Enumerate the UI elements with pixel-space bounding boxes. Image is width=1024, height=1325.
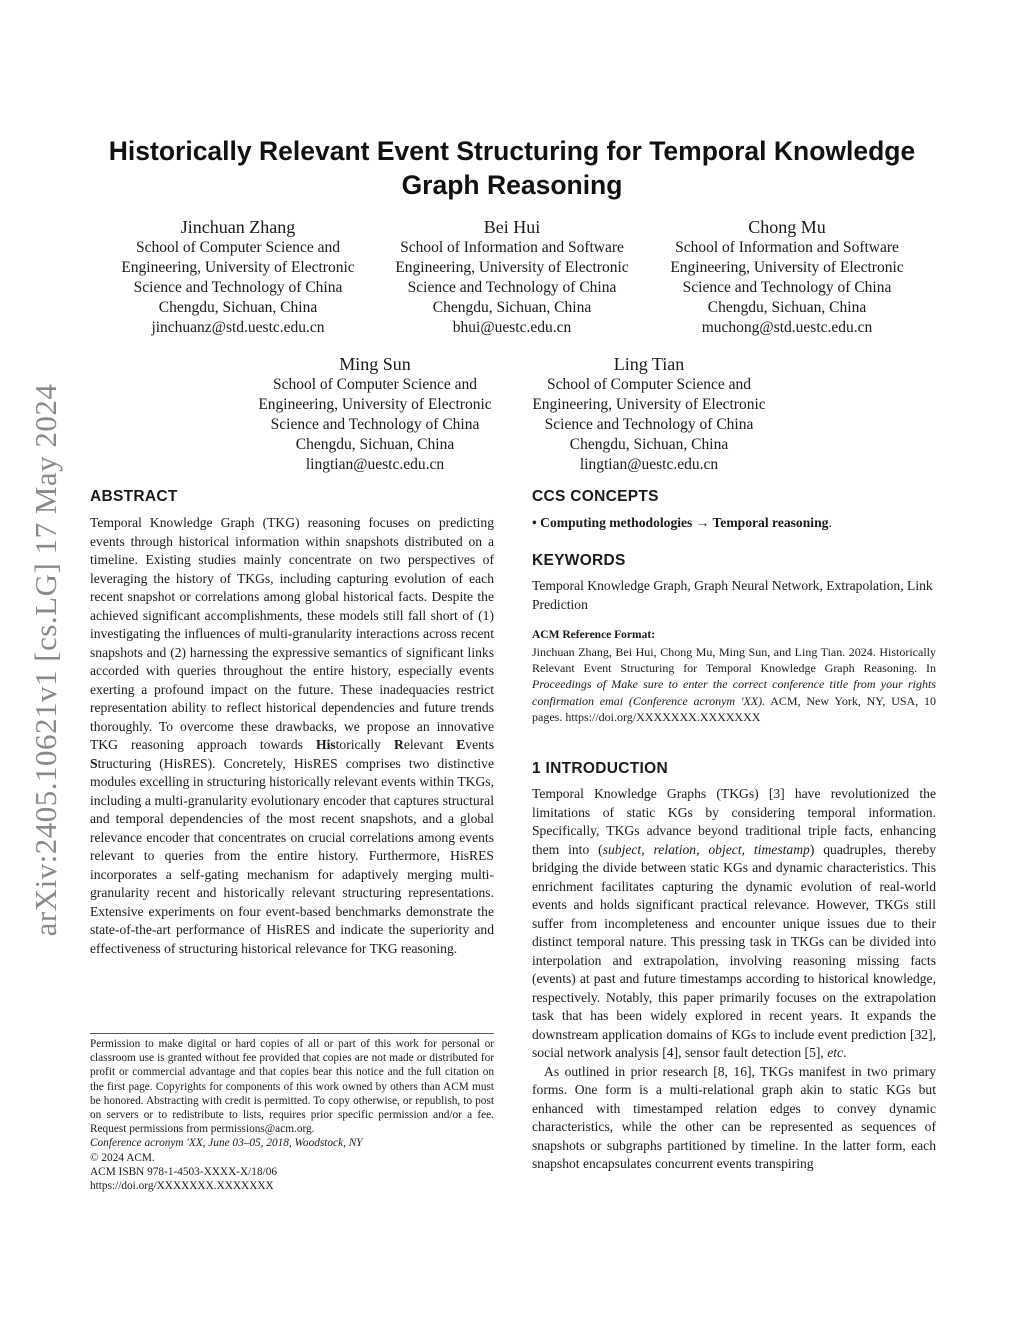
arxiv-sidebar-stamp [24, 345, 68, 975]
intro-paragraph-1 [532, 785, 936, 1063]
author-affiliation-line: School of Information and Software [400, 239, 624, 256]
acm-ref-publisher: ACM, New York, NY, USA, 10 pages. https://doi.org/XXXXXXX.XXXXXXX [532, 693, 936, 724]
ccs-bullet: • Computing methodologies → Temporal reasoning [532, 515, 829, 530]
intro-text-part: . [843, 1045, 847, 1060]
author-block-1 [98, 216, 378, 338]
abstract-heading: ABSTRACT [90, 488, 178, 505]
author-affiliation-line: Chengdu, Sichuan, China [295, 436, 455, 453]
acronym-rest: elevant [403, 737, 457, 752]
author-affiliation-line: Chengdu, Sichuan, China [569, 436, 729, 453]
abstract-text-part: Concretely, HisRES comprises two distinctive modules excelling in structuring historically relevant events within TKGs, including a multi-granularity evolutionary encoder that captures structural and temporal dependencies of the most recent snapshots, and a global relevance encoder that concentrates on crucial correlations among events relevant to queries from the entire history. Furthermore, HisRES incorporates a self-gating mechanism for adaptively merging multi-granularity recent and historically relevant structuring representations. Extensive experiments on four event-based benchmarks demonstrate the state-of-the-art performance of HisRES and indicate the superiority and effectiveness of structuring historical relevance for TKG reasoning. [90, 755, 495, 956]
permission-notice: Permission to make digital or hard copies of all or part of this work for personal or classroom use is granted without fee provided that copies are not made or distributed for profit or commercial advantage and that copies bear this notice and the full citation on the first page. Copyrights for components of this work owned by others than ACM must be honored. Abstracting with credit is permitted. To copy otherwise, or republish, to post on servers or to redistribute to lists, requires prior specific permission and/or a fee. Request permissions from permissions@acm.org. [90, 1038, 494, 1136]
arxiv-stamp-text: arXiv:2405.10621v1 [cs.LG] 17 May 2024 [28, 383, 63, 937]
ccs-end: . [828, 515, 832, 530]
keywords-text: Temporal Knowledge Graph, Graph Neural Network, Extrapolation, Link Prediction [532, 578, 933, 612]
copyright-line: © 2024 ACM. [90, 1151, 155, 1164]
acm-reference-label: ACM Reference Format: [532, 629, 656, 641]
introduction-heading: 1 INTRODUCTION [532, 760, 668, 777]
author-block-2 [372, 216, 652, 338]
author-affiliation-line: School of Computer Science and [272, 376, 478, 393]
ccs-heading: CCS CONCEPTS [532, 488, 659, 505]
author-block-4 [235, 353, 515, 475]
author-affiliation-line: Engineering, University of Electronic [395, 259, 629, 276]
author-name: Jinchuan Zhang [180, 217, 296, 237]
author-affiliation-line: Science and Technology of China [133, 279, 343, 296]
etc-text: etc [827, 1045, 844, 1060]
acronym-letter: R [394, 737, 404, 752]
author-email: lingtian@uestc.edu.cn [305, 456, 445, 473]
author-name: Ming Sun [339, 354, 411, 374]
acm-reference-text [532, 644, 936, 725]
author-email: muchong@std.uestc.edu.cn [701, 319, 873, 336]
intro-text-part: ) quadruples, thereby bridging the divide between static KGs and dynamic characteristics. This enrichment facilitates capturing the dynamic evolution of real-world events and holds significant practical relevance. However, TKGs still suffer from incompleteness and encounter unique issues due to their distinct temporal nature. This pressing task in TKGs can be divided into interpolation and extrapolation, involving reasoning missing facts (events) at past and future timestamps according to historical knowledge, respectively. Notably, this paper primarily focuses on the extrapolation task that has been widely explored in recent years. It expands the downstream application domains of KGs to include event prediction [32], social network analysis [4], sensor fault detection [5], [532, 841, 936, 1060]
author-affiliation-line: Engineering, University of Electronic [121, 259, 355, 276]
author-affiliation-line: Science and Technology of China [682, 279, 892, 296]
acronym-rest: tructuring (HisRES). [97, 755, 224, 771]
abstract-text [90, 514, 494, 958]
intro-text-part: Temporal Knowledge Graphs (TKGs) [3] have revolutionized the limitations of static KGs by considering temporal information. Specifically, TKGs advance beyond traditional triple facts, enhancing them into ( [532, 786, 936, 857]
acronym-letter: S [90, 755, 98, 771]
author-affiliation-line: Science and Technology of China [544, 416, 754, 433]
abstract-section [90, 488, 494, 958]
author-name: Bei Hui [483, 217, 541, 237]
author-affiliation-line: Engineering, University of Electronic [670, 259, 904, 276]
author-affiliation-line: Chengdu, Sichuan, China [158, 299, 318, 316]
acronym-letter: His [316, 737, 336, 752]
author-name: Ling Tian [613, 354, 685, 374]
author-email: lingtian@uestc.edu.cn [579, 456, 719, 473]
conference-line: Conference acronym 'XX, June 03–05, 2018, Woodstock, NY [90, 1137, 363, 1150]
ccs-section [532, 488, 936, 533]
author-affiliation-line: Engineering, University of Electronic [258, 396, 492, 413]
author-email: bhui@uestc.edu.cn [452, 319, 572, 336]
footnote-block [90, 1037, 494, 1193]
author-block-5 [509, 353, 789, 475]
keywords-section [532, 552, 936, 614]
author-block-3 [647, 216, 927, 338]
paper-title: Historically Relevant Event Structuring for Temporal Knowledge Graph Reasoning [108, 136, 916, 200]
keywords-heading: KEYWORDS [532, 552, 626, 569]
author-affiliation-line: School of Computer Science and [546, 376, 752, 393]
footnote-rule [90, 1033, 494, 1034]
author-affiliation-line: Engineering, University of Electronic [532, 396, 766, 413]
introduction-section [532, 760, 936, 1174]
abstract-text-part: Temporal Knowledge Graph (TKG) reasoning focuses on predicting events through historical information within snapshots distributed on a timeline. Existing studies mainly concentrate on two perspectives of leveraging the history of TKGs, including capturing evolution of each recent snapshot or correlations among global historical facts. Despite the achieved significant accomplishments, these models still fall short of (1) investigating the influences of multi-granularity interactions across recent snapshots and (2) harnessing the expressive semantics of significant links accorded with queries throughout the entire history, especially events exerting a profound impact on the future. These inadequacies restrict representation ability to reflect historical dependencies and future trends thoroughly. To overcome these drawbacks, we propose an innovative TKG reasoning approach towards [90, 515, 494, 752]
author-affiliation-line: Chengdu, Sichuan, China [707, 299, 867, 316]
author-affiliation-line: Science and Technology of China [407, 279, 617, 296]
ccs-concepts [532, 514, 936, 533]
author-email: jinchuanz@std.uestc.edu.cn [151, 319, 325, 336]
acm-ref-proceedings: Proceedings of Make sure to enter the correct conference title from your rights confirmation emai (Conference acronym 'XX). [532, 677, 936, 708]
isbn-line: ACM ISBN 978-1-4503-XXXX-X/18/06 [90, 1165, 278, 1178]
acronym-rest: torically [335, 737, 395, 752]
acronym-rest: vents [465, 737, 494, 752]
author-affiliation-line: Science and Technology of China [270, 416, 480, 433]
author-name: Chong Mu [748, 217, 826, 237]
intro-paragraph-2: As outlined in prior research [8, 16], TKGs manifest in two primary forms. One form is a multi-relational graph akin to static KGs but enhanced with timestamped relation edges to convey dynamic characteristics, while the other can be represented as sequences of snapshots or subgraphs partitioned by timeline. In the latter form, each snapshot encapsulates concurrent events transpiring [532, 1063, 936, 1171]
acm-reference-section [532, 628, 936, 725]
doi-link[interactable]: https://doi.org/XXXXXXX.XXXXXXX [90, 1180, 274, 1193]
author-affiliation-line: School of Computer Science and [135, 239, 341, 256]
acronym-letter: E [456, 737, 466, 752]
author-affiliation-line: Chengdu, Sichuan, China [432, 299, 592, 316]
author-affiliation-line: School of Information and Software [675, 239, 899, 256]
acm-ref-authors: Jinchuan Zhang, Bei Hui, Chong Mu, Ming Sun, and Ling Tian. 2024. Historically Relevant Event Structuring for Temporal Knowledge Graph Reasoning. In [532, 645, 936, 676]
quadruple-terms: subject, relation, object, timestamp [602, 841, 810, 857]
